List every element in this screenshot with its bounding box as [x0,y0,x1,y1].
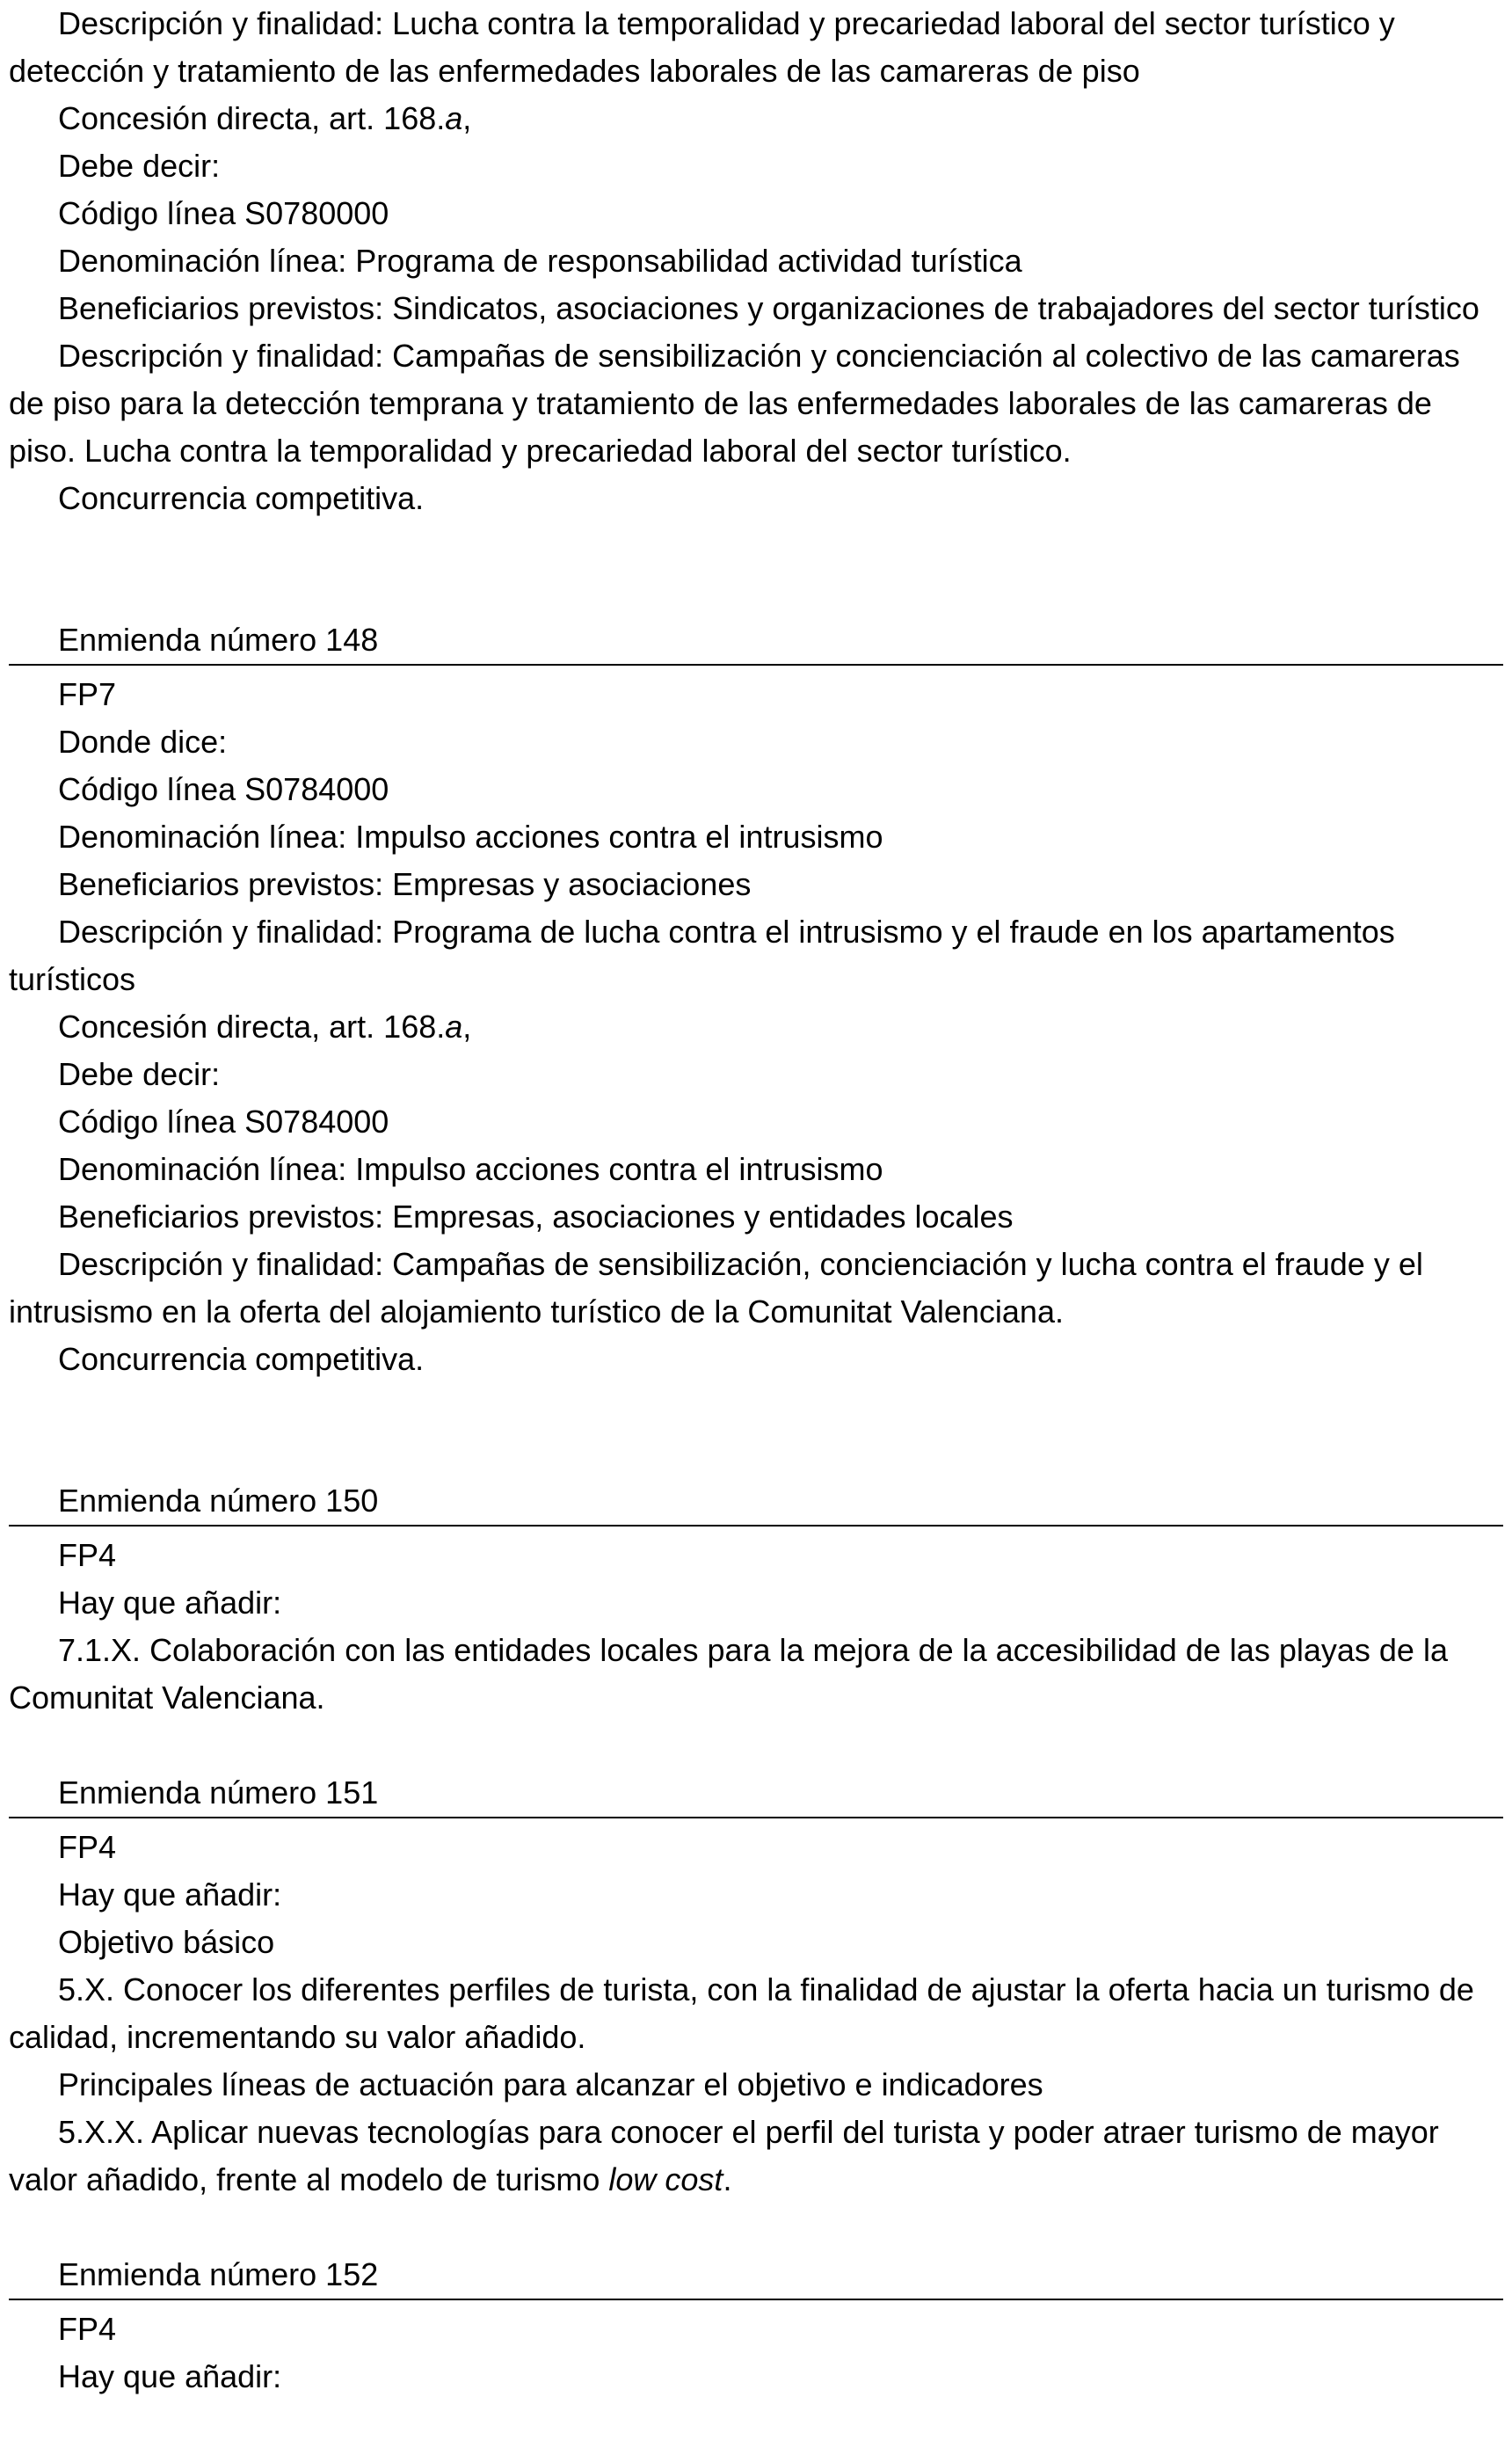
concesion-text: Concesión directa, art. 168. [58,1009,446,1045]
denominacion-linea: Denominación línea: Programa de responsabilidad actividad turística [58,243,1022,279]
denominacion-linea-old: Denominación línea: Impulso acciones contra el intrusismo [58,819,883,855]
spacer [9,522,1503,616]
linea-text [9,2109,1503,2204]
enmienda-code: FP7 [58,676,117,712]
spacer [9,1383,1503,1477]
spacer [9,1722,1503,1769]
linea-text-main: 5.X.X. Aplicar nuevas tecnologías para conocer el perfil del turista y poder atraer turismo de mayor valor añadido, frente al modelo de turismo [9,2114,1439,2197]
donde-dice: Donde dice: [58,724,228,760]
concesion-letter: a [445,1009,463,1045]
principales-lineas: Principales líneas de actuación para alcanzar el objetivo e indicadores [58,2066,1043,2102]
codigo-linea: Código línea S0780000 [58,195,389,231]
linea-text-italic: low cost [608,2161,723,2197]
enmienda-code: FP4 [58,1537,117,1573]
debe-decir: Debe decir: [58,1056,221,1092]
concesion-end: , [462,100,472,136]
concesion-line [9,1003,1503,1051]
linea-text-end: . [723,2161,732,2197]
descripcion-old: Descripción y finalidad: Programa de lucha contra el intrusismo y el fraude en los apartamentos turísticos [9,914,1395,997]
hay-que-anadir: Hay que añadir: [58,2358,282,2394]
concurrencia: Concurrencia competitiva. [58,480,425,516]
enmienda-code: FP4 [58,1829,117,1865]
enmienda-heading: Enmienda número 148 [9,616,1503,666]
beneficiarios: Beneficiarios previstos: Sindicatos, asociaciones y organizaciones de trabajadores del sector turístico [58,290,1479,326]
descripcion-old: Descripción y finalidad: Lucha contra la temporalidad y precariedad laboral del sector turístico y detección y tratamiento de las enfermedades laborales de las camareras de piso [9,5,1395,89]
document-page [9,0,1503,2401]
descripcion-new: Descripción y finalidad: Campañas de sensibilización, concienciación y lucha contra el fraude y el intrusismo en la oferta del alojamiento turístico de la Comunitat Valenciana. [9,1246,1423,1330]
concesion-line [9,95,1503,142]
descripcion: Descripción y finalidad: Campañas de sensibilización y concienciación al colectivo de las camareras de piso para la detección temprana y tratamiento de las enfermedades laborales de las camareras de piso. Lucha contra la temporalidad y precariedad laboral del sector turístico. [9,338,1460,469]
hay-que-anadir: Hay que añadir: [58,1876,282,1913]
beneficiarios-old: Beneficiarios previstos: Empresas y asociaciones [58,866,752,902]
debe-decir: Debe decir: [58,148,221,184]
concesion-text: Concesión directa, art. 168. [58,100,446,136]
enmienda-heading: Enmienda número 151 [9,1769,1503,1818]
codigo-linea-new: Código línea S0784000 [58,1104,389,1140]
hay-que-anadir: Hay que añadir: [58,1585,282,1621]
concurrencia: Concurrencia competitiva. [58,1341,425,1377]
enmienda-heading: Enmienda número 150 [9,1477,1503,1527]
denominacion-linea-new: Denominación línea: Impulso acciones contra el intrusismo [58,1151,883,1187]
objetivo-basico: Objetivo básico [58,1924,275,1960]
beneficiarios-new: Beneficiarios previstos: Empresas, asociaciones y entidades locales [58,1199,1014,1235]
spacer [9,2204,1503,2251]
enmienda-text: 7.1.X. Colaboración con las entidades locales para la mejora de la accesibilidad de las playas de la Comunitat Valenciana. [9,1632,1448,1716]
concesion-letter: a [445,100,463,136]
concesion-end: , [462,1009,472,1045]
enmienda-code: FP4 [58,2311,117,2347]
enmienda-heading: Enmienda número 152 [9,2251,1503,2300]
objetivo-text: 5.X. Conocer los diferentes perfiles de turista, con la finalidad de ajustar la oferta hacia un turismo de calidad, incrementando su valor añadido. [9,1971,1474,2055]
codigo-linea-old: Código línea S0784000 [58,771,389,807]
